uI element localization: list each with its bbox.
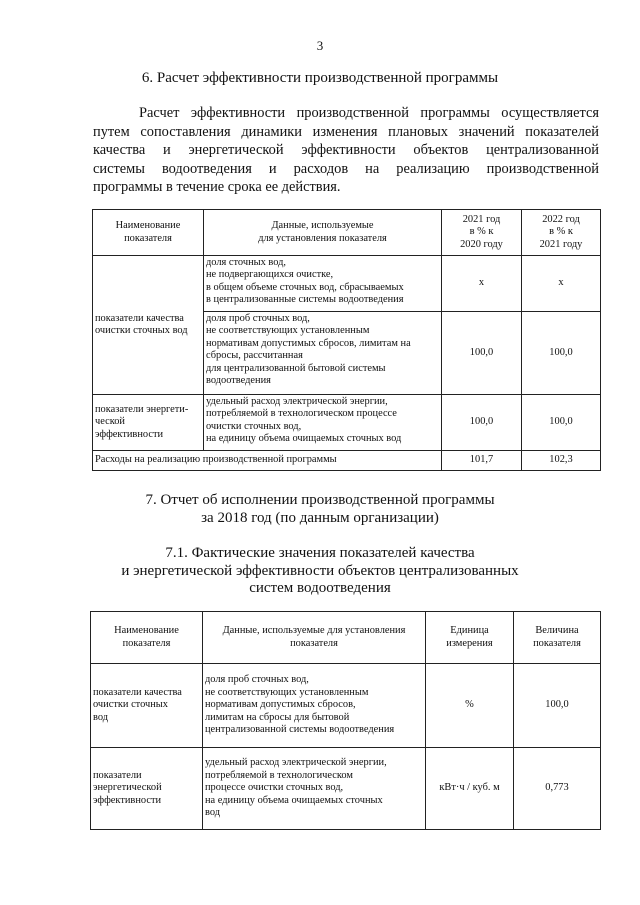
table-row xyxy=(91,664,601,748)
value-2021: 100,0 xyxy=(442,395,522,451)
row-data: удельный расход электрической энергии, потребляемой в технологическом процессе очистки сточных вод, на единицу объема очищаемых сточных вод xyxy=(204,395,442,451)
expenses-label: Расходы на реализацию производственной программы xyxy=(93,451,442,471)
row-unit: кВт·ч / куб. м xyxy=(426,748,514,830)
section7-1-heading: 7.1. Фактические значения показателей качества и энергетической эффективности объектов централизованных систем водоотведения xyxy=(121,545,519,596)
table-header-row xyxy=(91,612,601,664)
actual-values-table xyxy=(90,611,601,830)
header-data: Данные, используемые для установления показателя xyxy=(204,210,442,256)
table-row xyxy=(91,748,601,830)
value-2022: 102,3 xyxy=(522,451,601,471)
row-data: доля проб сточных вод, не соответствующих установленным нормативам допустимых сбросов, лимитам на сбросы, рассчитанная для централизованной бытовой системы водоотведения xyxy=(204,312,442,395)
paragraph-line: качества и энергетической эффективности объектов централизованной xyxy=(93,142,599,158)
section7-heading-line2: за 2018 год (по данным организации) xyxy=(201,510,439,526)
row-data: удельный расход электрической энергии, потребляемой в технологическом процессе очистки сточных вод, на единицу объема очищаемых сточных вод xyxy=(203,748,426,830)
table-row xyxy=(93,256,601,312)
section7-heading-line1: 7. Отчет об исполнении производственной программы xyxy=(145,492,495,508)
value-2022: 100,0 xyxy=(522,312,601,395)
paragraph-line: Расчет эффективности производственной программы осуществляется xyxy=(139,105,599,121)
header-data: Данные, используемые для установления показателя xyxy=(203,612,426,664)
row-data: доля проб сточных вод, не соответствующих установленным нормативам допустимых сбросов, лимитам на сбросы для бытовой централизованной системы водоотведения xyxy=(203,664,426,748)
page-number: 3 xyxy=(316,38,324,53)
header-unit: Единица измерения xyxy=(426,612,514,664)
header-name: Наименование показателя xyxy=(91,612,203,664)
header-2021: 2021 год в % к 2020 году xyxy=(442,210,522,256)
row-unit: % xyxy=(426,664,514,748)
row-value: 100,0 xyxy=(514,664,601,748)
group-name-energy: показатели энергети- ческой эффективности xyxy=(93,395,204,451)
value-2022: х xyxy=(522,256,601,312)
value-2022: 100,0 xyxy=(522,395,601,451)
table-row xyxy=(93,451,601,471)
header-name: Наименование показателя xyxy=(93,210,204,256)
paragraph-line: программы в течение срока ее действия. xyxy=(93,179,341,195)
table-row xyxy=(93,395,601,451)
table-header-row xyxy=(93,210,601,256)
value-2021: х xyxy=(442,256,522,312)
row-name: показатели качества очистки сточных вод xyxy=(91,664,203,748)
paragraph-line: системы водоотведения и расходов на реализацию производственной xyxy=(93,160,599,177)
efficiency-table xyxy=(92,209,601,471)
value-2021: 100,0 xyxy=(442,312,522,395)
paragraph-line: путем сопоставления динамики изменения плановых значений показателей xyxy=(93,123,599,140)
row-data: доля сточных вод, не подвергающихся очистке, в общем объеме сточных вод, сбрасываемых в централизованные системы водоотведения xyxy=(204,256,442,312)
section6-heading: 6. Расчет эффективности производственной программы xyxy=(141,70,499,86)
header-value: Величина показателя xyxy=(514,612,601,664)
row-name: показатели энергетической эффективности xyxy=(91,748,203,830)
value-2021: 101,7 xyxy=(442,451,522,471)
row-value: 0,773 xyxy=(514,748,601,830)
section6-paragraph xyxy=(93,104,599,197)
group-name-quality: показатели качества очистки сточных вод xyxy=(93,256,204,395)
header-2022: 2022 год в % к 2021 году xyxy=(522,210,601,256)
